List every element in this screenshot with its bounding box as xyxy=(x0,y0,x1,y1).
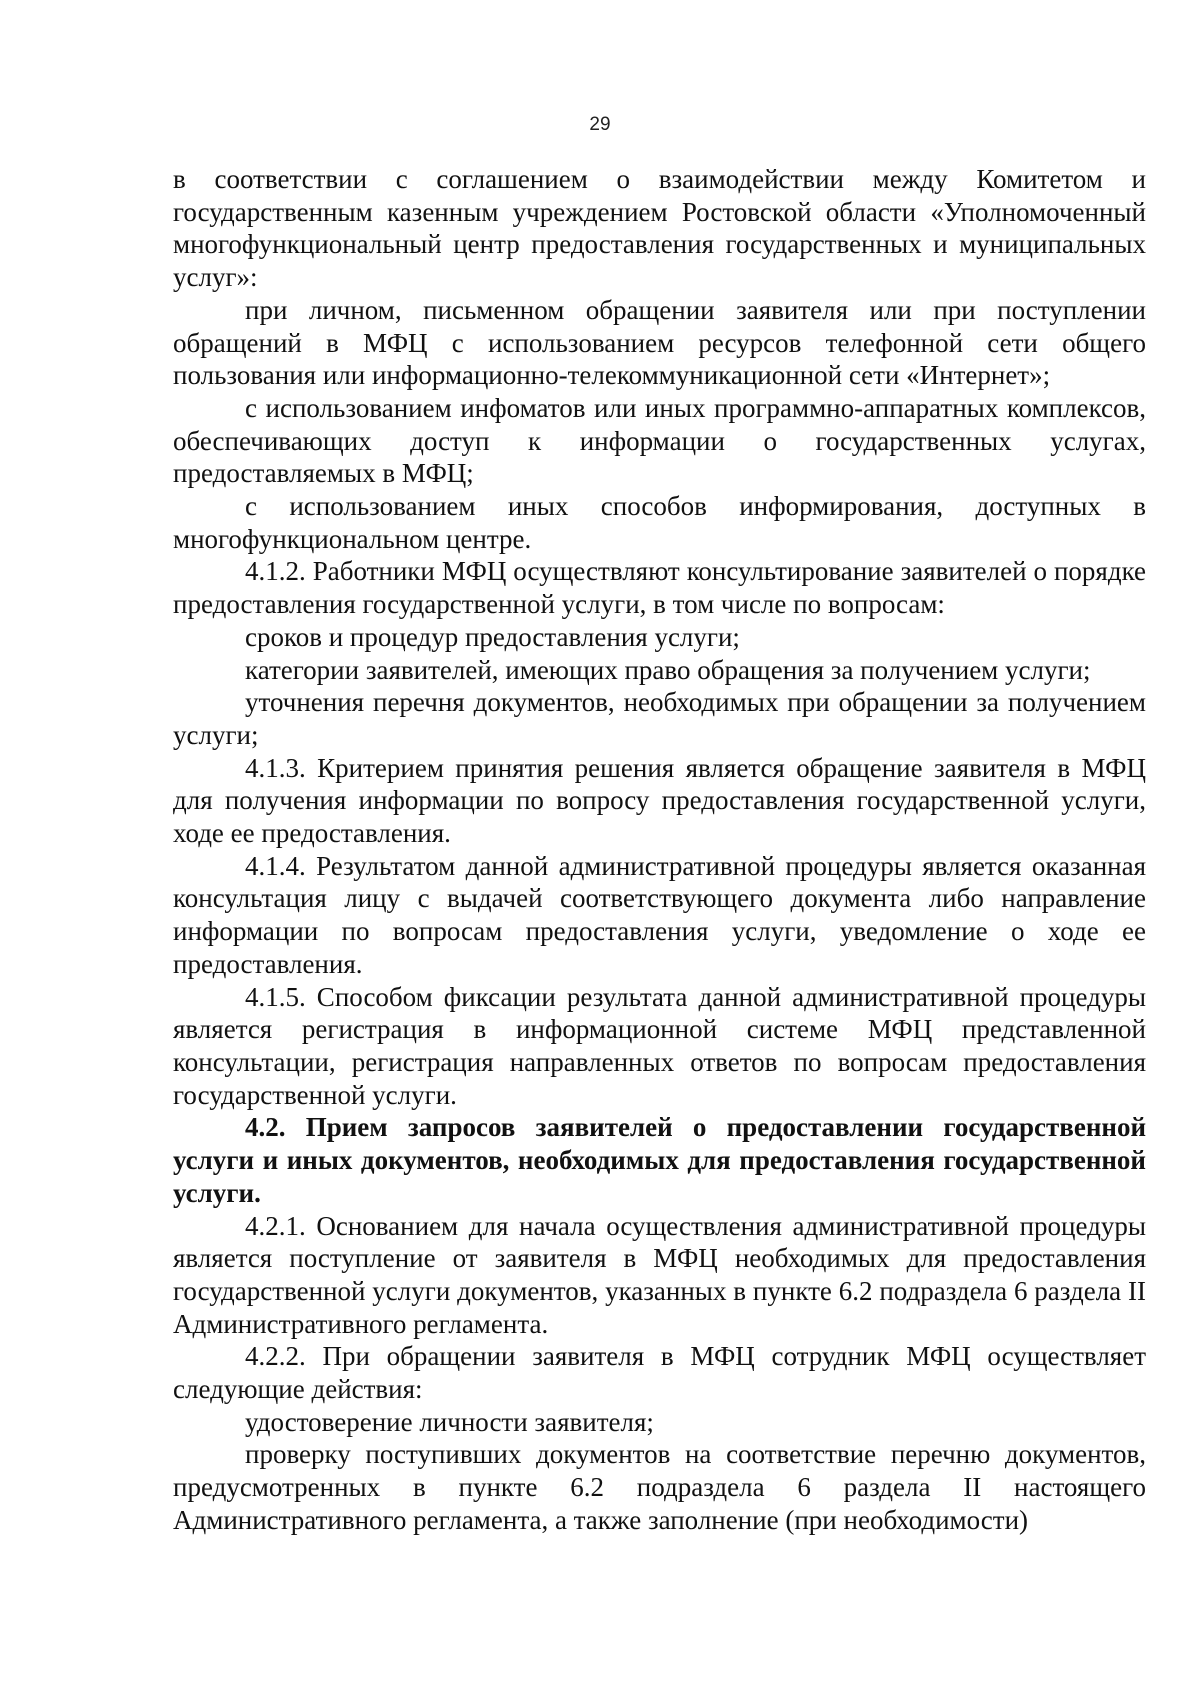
paragraph-other-methods: с использованием иных способов информирования, доступных в многофункциональном центре. xyxy=(173,491,1146,554)
paragraph-infomats: с использованием инфоматов или иных программно-аппаратных комплексов, обеспечивающих доступ к информации о государственных услугах, предоставляемых в МФЦ; xyxy=(173,392,1146,489)
paragraph-document-list: уточнения перечня документов, необходимых при обращении за получением услуги; xyxy=(173,687,1146,750)
document-body xyxy=(173,163,1146,1537)
paragraph-agreement-intro: в соответствии с соглашением о взаимодействии между Комитетом и государственным казенным учреждением Ростовской области «Уполномоченный многофункциональный центр предоставления государственных и муниципальных услуг»: xyxy=(173,164,1146,293)
section-heading-4-2: 4.2. Прием запросов заявителей о предоставлении государственной услуги и иных документов, необходимых для предоставления государственной услуги. xyxy=(173,1112,1146,1208)
paragraph-4-2-1: 4.2.1. Основанием для начала осуществления административной процедуры является поступление от заявителя в МФЦ необходимых для предоставления государственной услуги документов, указанных в пункте 6.2 подраздела 6 раздела II Административного регламента. xyxy=(173,1210,1146,1339)
paragraph-4-1-3: 4.1.3. Критерием принятия решения является обращение заявителя в МФЦ для получения информации по вопросу предоставления государственной услуги, ходе ее предоставления. xyxy=(173,752,1146,849)
paragraph-identity-verification: удостоверение личности заявителя; xyxy=(245,1406,654,1437)
paragraph-4-2-2: 4.2.2. При обращении заявителя в МФЦ сотрудник МФЦ осуществляет следующие действия: xyxy=(173,1341,1146,1405)
paragraph-personal-request: при личном, письменном обращении заявителя или при поступлении обращений в МФЦ с использованием ресурсов телефонной сети общего пользования или информационно-телекоммуникационной сети «Интернет»; xyxy=(173,294,1146,391)
paragraph-4-1-2: 4.1.2. Работники МФЦ осуществляют консультирование заявителей о порядке предоставления государственной услуги, в том числе по вопросам: xyxy=(173,556,1146,620)
paragraph-4-1-4: 4.1.4. Результатом данной административной процедуры является оказанная консультация лицу с выдачей соответствующего документа либо направление информации по вопросам предоставления услуги, уведомление о ходе ее предоставления. xyxy=(173,850,1146,979)
paragraph-applicant-categories: категории заявителей, имеющих право обращения за получением услуги; xyxy=(245,654,1091,685)
paragraph-document-check: проверку поступивших документов на соответствие перечню документов, предусмотренных в пункте 6.2 подраздела 6 раздела II настоящего Административного регламента, а также заполнение (при необходимости) xyxy=(173,1439,1146,1535)
paragraph-terms-procedures: сроков и процедур предоставления услуги; xyxy=(245,621,740,652)
paragraph-4-1-5: 4.1.5. Способом фиксации результата данной административной процедуры является регистрация в информационной системе МФЦ представленной консультации, регистрация направленных ответов по вопросам предоставления государственной услуги. xyxy=(173,981,1146,1110)
page-number: 29 xyxy=(589,114,611,135)
